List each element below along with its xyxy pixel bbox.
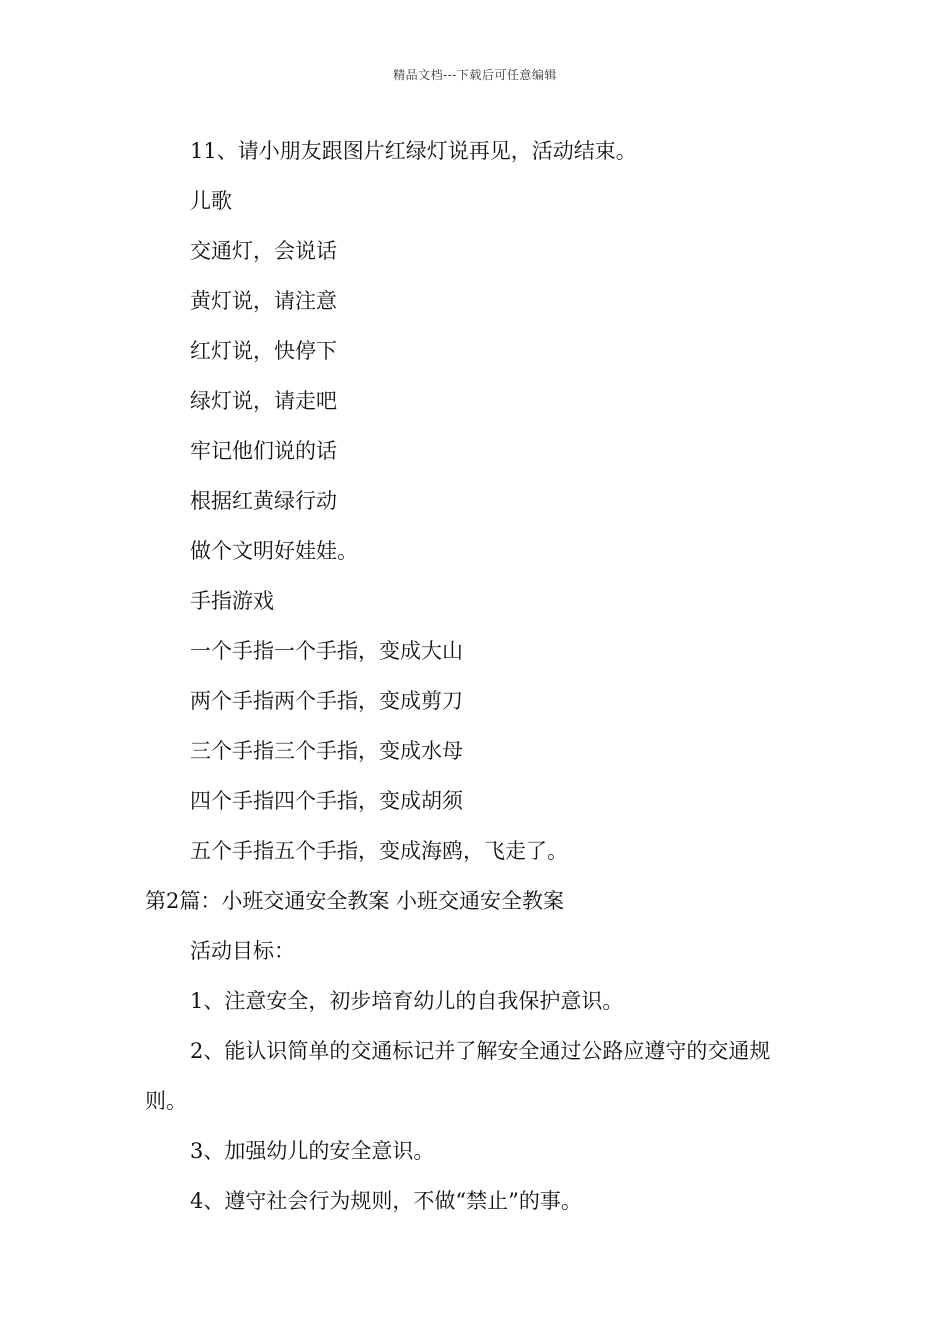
paragraph-line: 红灯说，快停下 [190,339,337,363]
paragraph-line: 三个手指三个手指，变成水母 [190,739,463,763]
section-heading: 手指游戏 [190,589,274,613]
section-heading: 儿歌 [190,189,232,213]
paragraph-line: 五个手指五个手指，变成海鸥，飞走了。 [190,839,568,863]
paragraph-line: 黄灯说，请注意 [190,289,337,313]
paragraph-line: 交通灯，会说话 [190,239,337,263]
paragraph-line: 四个手指四个手指，变成胡须 [190,789,463,813]
paragraph-line: 根据红黄绿行动 [190,489,337,513]
page-header: 精品文档---下载后可任意编辑 [393,68,557,82]
paragraph-line: 绿灯说，请走吧 [190,389,337,413]
paragraph-line: 11、请小朋友跟图片红绿灯说再见，活动结束。 [190,139,637,163]
section-heading: 活动目标： [190,939,295,963]
paragraph-line: 2、能认识简单的交通标记并了解安全通过公路应遵守的交通规 [190,1039,771,1063]
paragraph-line: 则。 [145,1089,187,1113]
paragraph-line: 3、加强幼儿的安全意识。 [190,1139,435,1163]
paragraph-line: 两个手指两个手指，变成剪刀 [190,689,463,713]
paragraph-line: 1、注意安全，初步培育幼儿的自我保护意识。 [190,989,624,1013]
paragraph-line: 做个文明好娃娃。 [190,539,358,563]
chapter-title: 第2篇：小班交通安全教案 小班交通安全教案 [145,889,565,913]
paragraph-line: 4、遵守社会行为规则，不做“禁止”的事。 [190,1189,582,1213]
paragraph-line: 牢记他们说的话 [190,439,337,463]
paragraph-line: 一个手指一个手指，变成大山 [190,639,463,663]
